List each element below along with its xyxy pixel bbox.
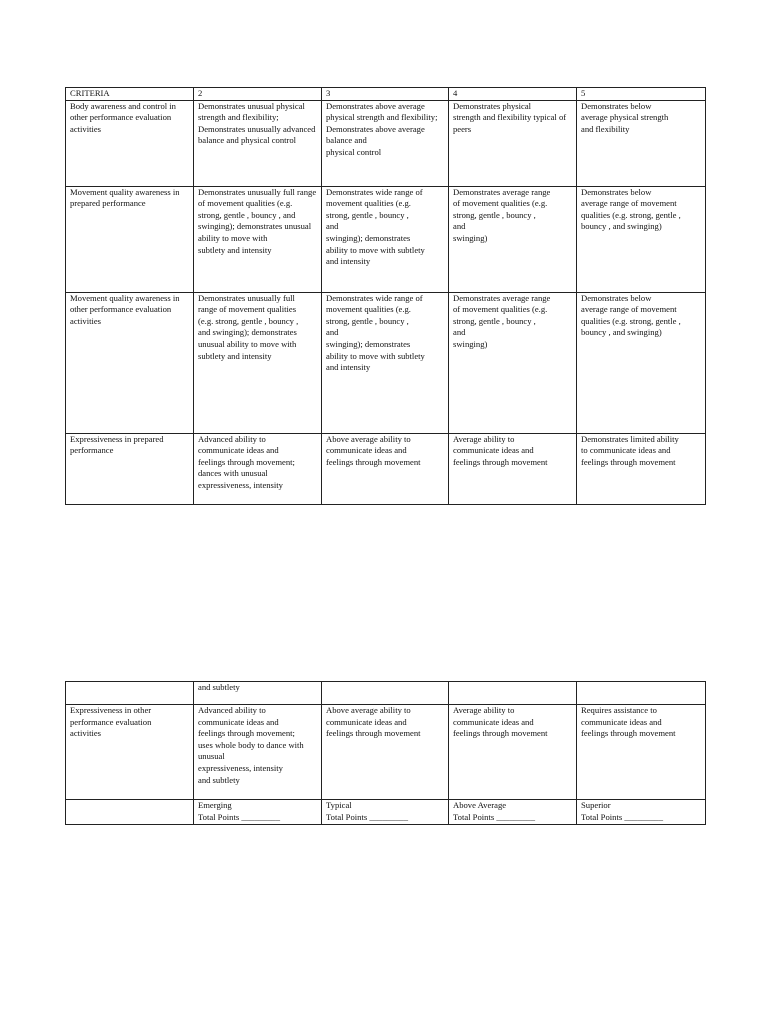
header-score-4-cell: 4 <box>449 88 577 101</box>
score-3-cell: Above average ability to communicate ideas and feelings through movement <box>322 705 449 800</box>
table-row <box>66 292 706 433</box>
score-4-cell: Average ability to communicate ideas and feelings through movement <box>449 433 577 504</box>
criteria-cell <box>66 682 194 705</box>
score-3-cell: Demonstrates wide range of movement qualities (e.g. strong, gentle , bouncy , and swinging); demonstrates ability to move with subtlety and intensity <box>322 292 449 433</box>
criteria-cell <box>66 800 194 825</box>
score-2-cell: Demonstrates unusually full range of movement qualities (e.g. strong, gentle , bouncy , and swinging); demonstrates unusual ability to move with subtlety and intensity <box>194 186 322 292</box>
rubric-table-page-1 <box>65 87 706 505</box>
total-superior-cell: Superior Total Points _________ <box>577 800 706 825</box>
table-row <box>66 682 706 705</box>
table-row <box>66 433 706 504</box>
score-3-cell <box>322 682 449 705</box>
score-5-cell: Demonstrates below average physical strength and flexibility <box>577 100 706 186</box>
score-3-cell: Demonstrates wide range of movement qualities (e.g. strong, gentle , bouncy , and swinging); demonstrates ability to move with subtlety and intensity <box>322 186 449 292</box>
total-above-average-cell: Above Average Total Points _________ <box>449 800 577 825</box>
score-4-cell: Demonstrates physical strength and flexibility typical of peers <box>449 100 577 186</box>
criteria-cell: Expressiveness in other performance evaluation activities <box>66 705 194 800</box>
score-5-cell: Demonstrates below average range of movement qualities (e.g. strong, gentle , bouncy , and swinging) <box>577 292 706 433</box>
score-4-cell: Demonstrates average range of movement qualities (e.g. strong, gentle , bouncy , and swinging) <box>449 292 577 433</box>
header-row <box>66 88 706 101</box>
total-typical-cell: Typical Total Points _________ <box>322 800 449 825</box>
total-emerging-cell: Emerging Total Points _________ <box>194 800 322 825</box>
score-4-cell: Demonstrates average range of movement qualities (e.g. strong, gentle , bouncy , and swinging) <box>449 186 577 292</box>
header-criteria-cell: CRITERIA <box>66 88 194 101</box>
table-row <box>66 186 706 292</box>
score-2-cell: Demonstrates unusually full range of movement qualities (e.g. strong, gentle , bouncy , and swinging); demonstrates unusual ability to move with subtlety and intensity <box>194 292 322 433</box>
header-score-2-cell: 2 <box>194 88 322 101</box>
rubric-table-page-2 <box>65 681 706 825</box>
totals-row <box>66 800 706 825</box>
score-5-cell: Demonstrates below average range of movement qualities (e.g. strong, gentle , bouncy , and swinging) <box>577 186 706 292</box>
header-score-5-cell: 5 <box>577 88 706 101</box>
score-2-cell: Advanced ability to communicate ideas and feelings through movement; uses whole body to dance with unusual expressiveness, intensity and subtlety <box>194 705 322 800</box>
score-2-cell: Advanced ability to communicate ideas and feelings through movement; dances with unusual expressiveness, intensity <box>194 433 322 504</box>
score-3-cell: Demonstrates above average physical strength and flexibility; Demonstrates above average balance and physical control <box>322 100 449 186</box>
score-4-cell <box>449 682 577 705</box>
table-row <box>66 100 706 186</box>
score-2-cell: Demonstrates unusual physical strength and flexibility; Demonstrates unusually advanced balance and physical control <box>194 100 322 186</box>
score-3-cell: Above average ability to communicate ideas and feelings through movement <box>322 433 449 504</box>
score-5-cell <box>577 682 706 705</box>
table-row <box>66 705 706 800</box>
criteria-cell: Movement quality awareness in prepared performance <box>66 186 194 292</box>
criteria-cell: Expressiveness in prepared performance <box>66 433 194 504</box>
header-score-3-cell: 3 <box>322 88 449 101</box>
score-5-cell: Demonstrates limited ability to communicate ideas and feelings through movement <box>577 433 706 504</box>
score-2-cell: and subtlety <box>194 682 322 705</box>
score-4-cell: Average ability to communicate ideas and feelings through movement <box>449 705 577 800</box>
criteria-cell: Body awareness and control in other performance evaluation activities <box>66 100 194 186</box>
criteria-cell: Movement quality awareness in other performance evaluation activities <box>66 292 194 433</box>
score-5-cell: Requires assistance to communicate ideas and feelings through movement <box>577 705 706 800</box>
